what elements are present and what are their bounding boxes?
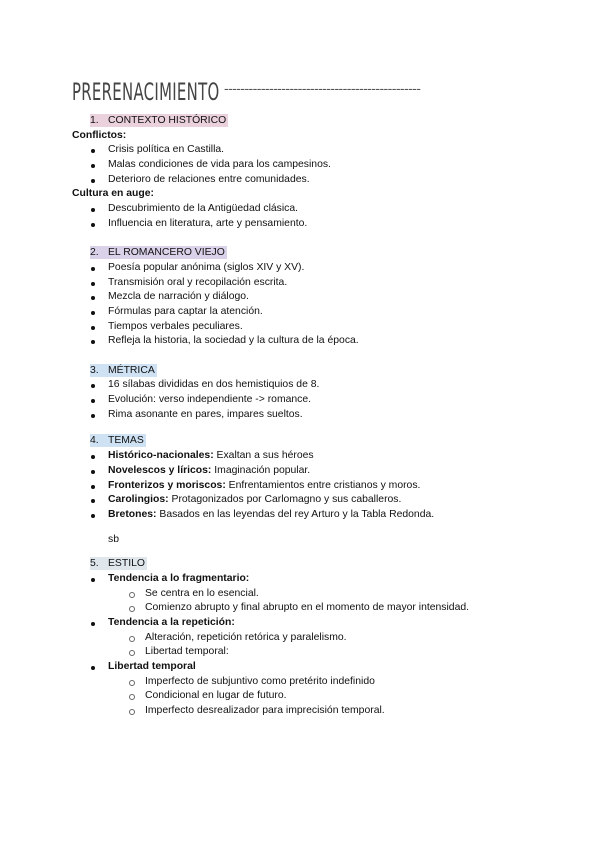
heading-text: EL ROMANCERO VIEJO xyxy=(108,247,225,259)
list-item xyxy=(72,508,572,523)
heading-text: CONTEXTO HISTÓRICO xyxy=(108,115,227,126)
item-label: Bretones: xyxy=(108,508,157,520)
section-heading-3 xyxy=(72,364,572,379)
list-item: Rima asonante en pares, impares sueltos. xyxy=(72,408,572,423)
list-item: Evolución: verso independiente -> romance. xyxy=(72,393,572,408)
sub-list-item: Se centra en lo esencial. xyxy=(72,587,572,602)
section-heading-1 xyxy=(72,114,572,129)
sub-list-item: Condicional en lugar de futuro. xyxy=(72,689,572,704)
title-dashes: ------------------------------------------------ xyxy=(224,82,421,97)
list-item xyxy=(72,449,572,464)
sub-list-item: Alteración, repetición retórica y paralelismo. xyxy=(72,631,572,646)
list-item: 16 sílabas divididas en dos hemistiquios de 8. xyxy=(72,378,572,393)
list-item: Descubrimiento de la Antigüedad clásica. xyxy=(72,202,572,217)
list-item xyxy=(72,479,572,494)
item-text: Basados en las leyendas del rey Arturo y la Tabla Redonda. xyxy=(156,508,435,520)
heading-number: 2. xyxy=(90,247,99,259)
group-label: Cultura en auge: xyxy=(72,188,154,200)
list-item: Deterioro de relaciones entre comunidades. xyxy=(72,173,572,188)
item-text: Imaginación popular. xyxy=(211,464,311,476)
heading-number: 5. xyxy=(90,558,99,570)
section-heading-4 xyxy=(72,434,572,449)
list-item: Tendencia a la repetición: xyxy=(72,616,572,631)
list-item xyxy=(72,493,572,508)
sub-list-item: Comienzo abrupto y final abrupto en el momento de mayor intensidad. xyxy=(72,601,572,616)
sub-list-item: Imperfecto desrealizador para imprecisión temporal. xyxy=(72,704,572,719)
list-item: Refleja la historia, la sociedad y la cultura de la época. xyxy=(72,334,572,349)
item-label: Fronterizos y moriscos: xyxy=(108,479,226,491)
heading-text: ESTILO xyxy=(108,558,145,570)
list-item: Libertad temporal xyxy=(72,660,572,675)
heading-text: MÉTRICA xyxy=(108,364,155,376)
section-heading-2 xyxy=(72,246,572,261)
page-title: PRERENACIMIENTO xyxy=(72,78,220,106)
heading-text: TEMAS xyxy=(108,435,144,447)
group-label: Conflictos: xyxy=(72,129,127,141)
list-item: Crisis política en Castilla. xyxy=(72,143,572,158)
sub-list-item: Libertad temporal: xyxy=(72,645,572,660)
document-body xyxy=(72,114,572,719)
sub-list-item: Imperfecto de subjuntivo como pretérito indefinido xyxy=(72,675,572,690)
item-label: Histórico-nacionales: xyxy=(108,450,214,462)
title-row xyxy=(72,78,522,108)
list-item: Fórmulas para captar la atención. xyxy=(72,305,572,320)
list-item: Malas condiciones de vida para los campesinos. xyxy=(72,158,572,173)
list-item: Influencia en literatura, arte y pensamiento. xyxy=(72,217,572,232)
item-text: Protagonizados por Carlomagno y sus caballeros. xyxy=(168,494,402,506)
list-item: Poesía popular anónima (siglos XIV y XV). xyxy=(72,261,572,276)
heading-number: 3. xyxy=(90,364,99,376)
list-item xyxy=(72,464,572,479)
item-label: Carolingios: xyxy=(108,494,169,506)
heading-number: 4. xyxy=(90,435,99,447)
list-item: Tendencia a lo fragmentario: xyxy=(72,572,572,587)
item-text: Enfrentamientos entre cristianos y moros. xyxy=(225,479,421,491)
list-item: Transmisión oral y recopilación escrita. xyxy=(72,276,572,291)
list-item: Tiempos verbales peculiares. xyxy=(72,320,572,335)
note-text: sb xyxy=(108,533,119,545)
heading-number: 1. xyxy=(90,115,99,126)
item-label: Novelescos y líricos: xyxy=(108,464,212,476)
list-item: Mezcla de narración y diálogo. xyxy=(72,290,572,305)
section-heading-5 xyxy=(72,557,572,572)
item-text: Exaltan a sus héroes xyxy=(213,450,314,462)
